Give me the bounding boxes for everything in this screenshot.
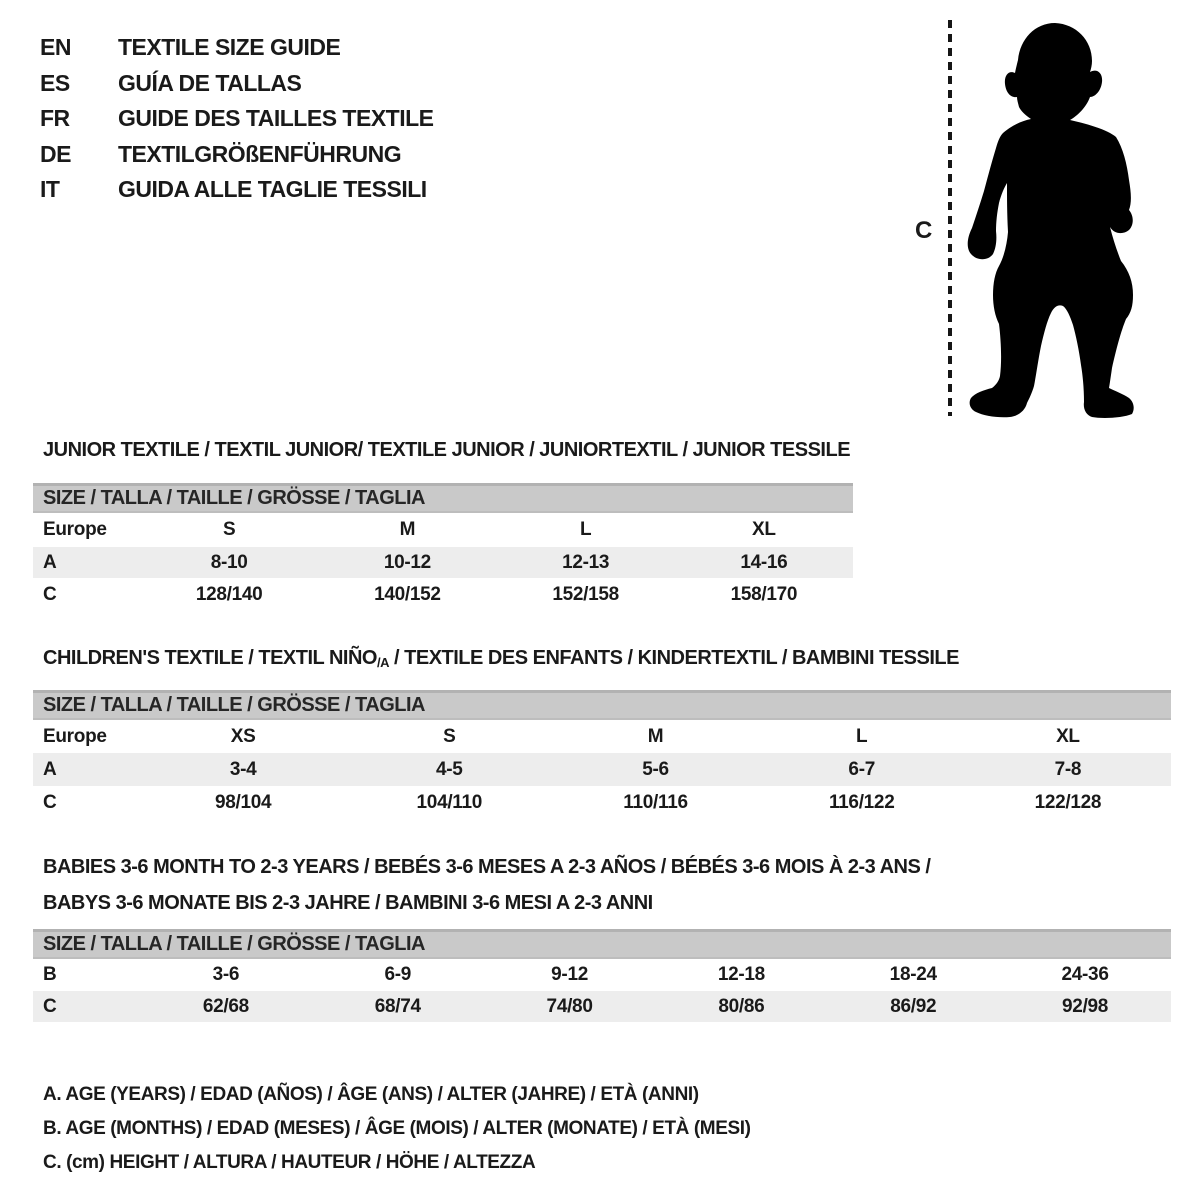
- row-label: C: [43, 791, 57, 813]
- language-row-en: [40, 30, 434, 66]
- size-cell: L: [579, 519, 592, 540]
- row-label: C: [43, 583, 57, 605]
- table-row-age: [33, 753, 1171, 786]
- row-label: B: [43, 964, 57, 985]
- age-cell: 3-6: [212, 964, 240, 985]
- junior-size-header: SIZE / TALLA / TAILLE / GRÖSSE / TAGLIA: [33, 483, 853, 513]
- height-cell: 92/98: [1062, 995, 1109, 1017]
- height-cell: 140/152: [374, 583, 441, 605]
- children-title-suffix: / TEXTILE DES ENFANTS / KINDERTEXTIL / BAMBINI TESSILE: [388, 647, 959, 669]
- height-cell: 80/86: [718, 995, 765, 1017]
- legend-height-cm: C. (cm) HEIGHT / ALTURA / HAUTEUR / HÖHE / ALTEZZA: [43, 1152, 536, 1173]
- size-cell: M: [647, 725, 664, 747]
- junior-size-table: [33, 483, 853, 611]
- size-cell: S: [443, 725, 456, 747]
- height-cell: 110/116: [623, 791, 688, 813]
- table-row-height: [33, 786, 1171, 819]
- age-cell: 6-9: [384, 964, 412, 985]
- table-row-europe: [33, 720, 1171, 753]
- guide-title-es: GUÍA DE TALLAS: [118, 69, 302, 96]
- guide-title-it: GUIDA ALLE TAGLIE TESSILI: [118, 176, 427, 203]
- age-cell: 7-8: [1054, 758, 1082, 780]
- age-cell: 12-18: [717, 964, 765, 985]
- language-code: IT: [40, 176, 60, 203]
- children-size-table: [33, 690, 1171, 819]
- row-label: A: [43, 551, 57, 573]
- babies-size-header: SIZE / TALLA / TAILLE / GRÖSSE / TAGLIA: [33, 929, 1171, 959]
- age-cell: 18-24: [889, 964, 937, 985]
- guide-title-en: TEXTILE SIZE GUIDE: [118, 34, 341, 61]
- height-cell: 68/74: [374, 995, 421, 1017]
- height-dashed-line: [948, 20, 952, 416]
- language-code: EN: [40, 34, 71, 61]
- height-cell: 158/170: [730, 583, 798, 605]
- guide-title-de: TEXTILGRÖßENFÜHRUNG: [118, 140, 402, 167]
- language-code: FR: [40, 105, 70, 132]
- babies-size-table: [33, 929, 1171, 1022]
- size-cell: XL: [1056, 725, 1080, 747]
- junior-section-title: JUNIOR TEXTILE / TEXTIL JUNIOR/ TEXTILE JUNIOR / JUNIORTEXTIL / JUNIOR TESSILE: [43, 439, 851, 461]
- language-row-es: [40, 66, 434, 102]
- legend-age-months: B. AGE (MONTHS) / EDAD (MESES) / ÂGE (MOIS) / ALTER (MONATE) / ETÀ (MESI): [43, 1118, 751, 1139]
- children-title-sub: /A: [376, 655, 389, 670]
- height-cell: 62/68: [202, 995, 249, 1017]
- age-cell: 4-5: [436, 758, 463, 780]
- height-cell: 116/122: [828, 791, 895, 813]
- age-cell: 9-12: [551, 964, 588, 985]
- row-label: A: [43, 758, 57, 780]
- age-cell: 14-16: [740, 551, 788, 573]
- children-section-title: [43, 646, 959, 675]
- legend-age-years: A. AGE (YEARS) / EDAD (AÑOS) / ÂGE (ANS) / ALTER (JAHRE) / ETÀ (ANNI): [43, 1084, 699, 1105]
- language-row-it: [40, 172, 434, 208]
- height-cell: 122/128: [1034, 791, 1102, 813]
- legend-block: [43, 1078, 751, 1180]
- height-cell: 104/110: [416, 791, 483, 813]
- size-cell: S: [222, 519, 236, 540]
- row-label: Europe: [43, 725, 107, 747]
- age-cell: 5-6: [642, 758, 669, 780]
- toddler-silhouette-icon: [963, 20, 1143, 420]
- height-cell: 128/140: [195, 583, 263, 605]
- babies-section-title-line1: BABIES 3-6 MONTH TO 2-3 YEARS / BEBÉS 3-6 MESES A 2-3 AÑOS / BÉBÉS 3-6 MOIS À 2-3 ANS /: [43, 856, 931, 878]
- age-cell: 6-7: [848, 758, 875, 780]
- height-cell: 86/92: [890, 995, 937, 1017]
- table-row-europe: [33, 513, 853, 547]
- age-cell: 10-12: [383, 551, 431, 573]
- children-title-prefix: CHILDREN'S TEXTILE / TEXTIL NIÑO: [43, 647, 377, 669]
- language-code: DE: [40, 140, 71, 167]
- age-cell: 24-36: [1061, 964, 1109, 985]
- table-row-age-months: [33, 959, 1171, 991]
- size-cell: L: [856, 725, 868, 747]
- size-cell: XS: [230, 725, 256, 747]
- babies-section-title-line2: BABYS 3-6 MONATE BIS 2-3 JAHRE / BAMBINI 3-6 MESI A 2-3 ANNI: [43, 892, 653, 914]
- table-row-age: [33, 547, 853, 578]
- age-cell: 8-10: [210, 551, 248, 573]
- row-label: Europe: [43, 519, 107, 540]
- age-cell: 12-13: [562, 551, 610, 573]
- language-title-block: [40, 30, 434, 208]
- language-row-de: [40, 137, 434, 173]
- children-size-header: SIZE / TALLA / TAILLE / GRÖSSE / TAGLIA: [33, 690, 1171, 720]
- language-code: ES: [40, 69, 70, 96]
- row-label: C: [43, 995, 57, 1017]
- height-cell: 74/80: [546, 995, 593, 1017]
- table-row-height: [33, 991, 1171, 1022]
- size-cell: XL: [752, 519, 776, 540]
- height-measure-label: C: [915, 217, 933, 244]
- size-cell: M: [399, 519, 416, 540]
- height-cell: 152/158: [552, 583, 619, 605]
- age-cell: 3-4: [229, 758, 257, 780]
- table-row-height: [33, 578, 853, 611]
- language-row-fr: [40, 101, 434, 137]
- guide-title-fr: GUIDE DES TAILLES TEXTILE: [118, 105, 434, 132]
- height-cell: 98/104: [214, 791, 272, 813]
